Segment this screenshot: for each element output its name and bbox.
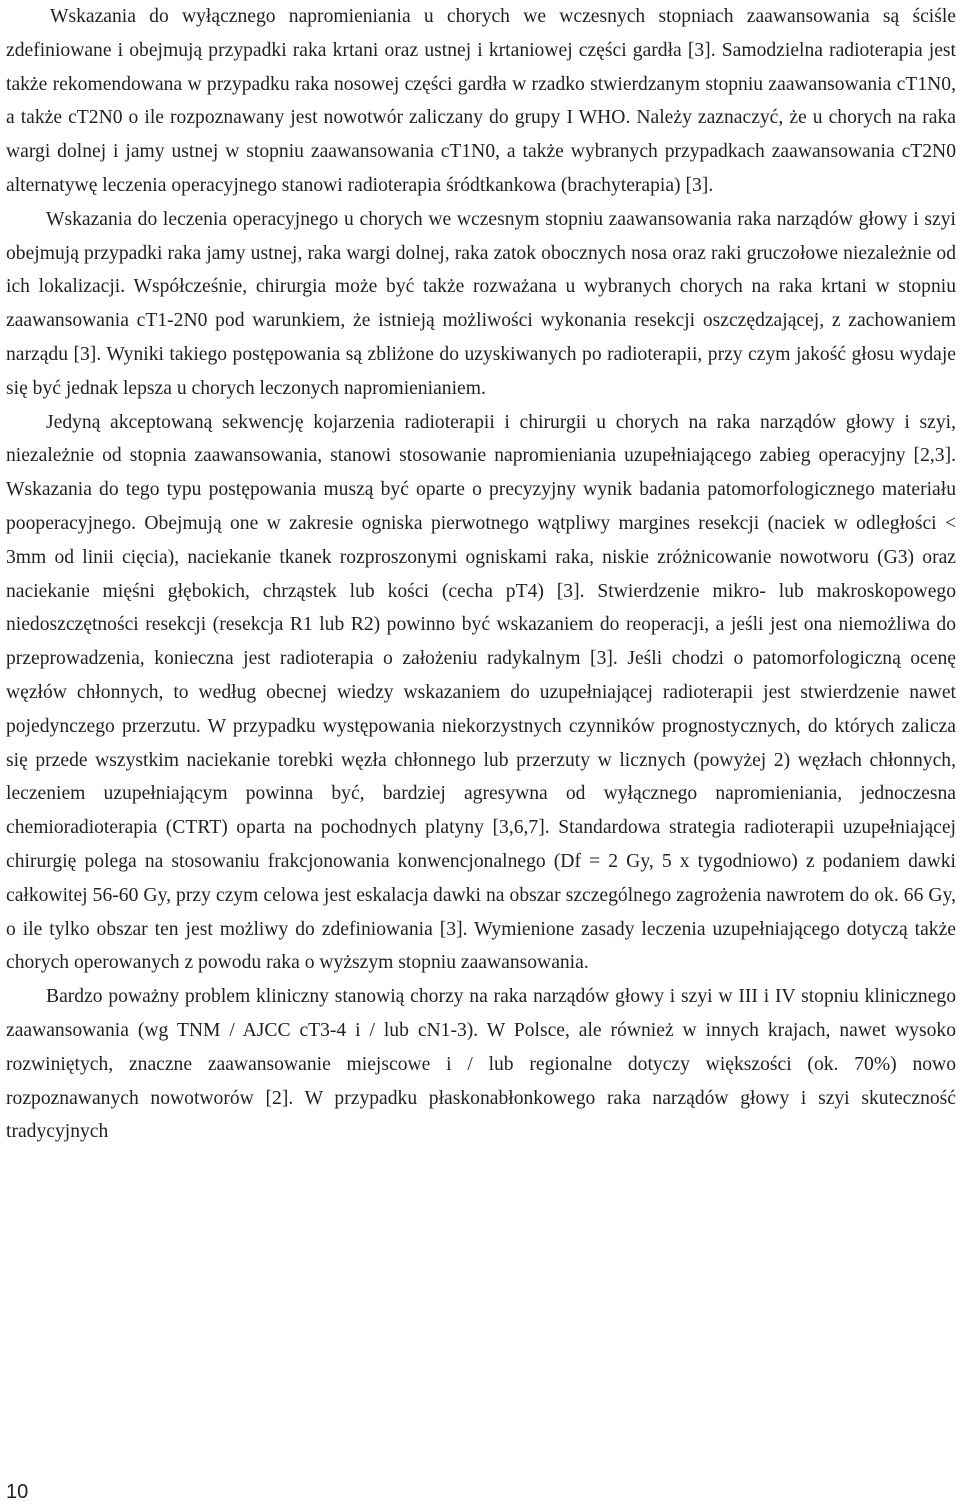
- document-body: [6, 0, 956, 1149]
- paragraph-adjuvant-radiotherapy: Jedyną akceptowaną sekwencję kojarzenia radioterapii i chirurgii u chorych na raka narządów głowy i szyi, niezależnie od stopnia zaawansowania, stanowi stosowanie napromieniania uzupełniającego zabieg operacyjny [2,3]. Wskazania do tego typu postępowania muszą być oparte o precyzyjny wynik badania patomorfologicznego materiału pooperacyjnego. Obejmują one w zakresie ogniska pierwotnego wątpliwy margines resekcji (naciek w odległości < 3mm od linii cięcia), naciekanie tkanek rozproszonymi ogniskami raka, niskie zróżnicowanie nowotworu (G3) oraz naciekanie mięśni głębokich, chrząstek lub kości (cecha pT4) [3]. Stwierdzenie mikro- lub makroskopowego niedoszczętności resekcji (resekcja R1 lub R2) powinno być wskazaniem do reoperacji, a jeśli jest ona niemożliwa do przeprowadzenia, konieczna jest radioterapia o założeniu radykalnym [3]. Jeśli chodzi o patomorfologiczną ocenę węzłów chłonnych, to według obecnej wiedzy wskazaniem do uzupełniającej radioterapii jest stwierdzenie nawet pojedynczego przerzutu. W przypadku występowania niekorzystnych czynników prognostycznych, do których zalicza się przede wszystkim naciekanie torebki węzła chłonnego lub przerzuty w licznych (powyżej 2) węzłach chłonnych, leczeniem uzupełniającym powinna być, bardziej agresywna od wyłącznego napromieniania, jednoczesna chemioradioterapia (CTRT) oparta na pochodnych platyny [3,6,7]. Standardowa strategia radioterapii uzupełniającej chirurgię polega na stosowaniu frakcjonowania konwencjonalnego (Df = 2 Gy, 5 x tygodniowo) z podaniem dawki całkowitej 56-60 Gy, przy czym celowa jest eskalacja dawki na obszar szczególnego zagrożenia nawrotem do ok. 66 Gy, o ile tylko obszar ten jest możliwy do zdefiniowania [3]. Wymienione zasady leczenia uzupełniającego dotyczą także chorych operowanych z powodu raka o wyższym stopniu zaawansowania.: [6, 411, 956, 974]
- paragraph-surgery-indications: Wskazania do leczenia operacyjnego u chorych we wczesnym stopniu zaawansowania raka narządów głowy i szyi obejmują przypadki raka jamy ustnej, raka wargi dolnej, raka zatok obocznych nosa oraz raki gruczołowe niezależnie od ich lokalizacji. Współcześnie, chirurgia może być także rozważana u wybranych chorych na raka krtani w stopniu zaawansowania cT1-2N0 pod warunkiem, że istnieją możliwości wykonania resekcji oszczędzającej, z zachowaniem narządu [3]. Wyniki takiego postępowania są zbliżone do uzyskiwanych po radioterapii, przy czym jakość głosu wydaje się być jednak lepsza u chorych leczonych napromienianiem.: [6, 208, 956, 399]
- paragraph-radiotherapy-indications: Wskazania do wyłącznego napromieniania u chorych we wczesnych stopniach zaawansowania są ściśle zdefiniowane i obejmują przypadki raka krtani oraz ustnej i krtaniowej części gardła [3]. Samodzielna radioterapia jest także rekomendowana w przypadku raka nosowej części gardła w rzadko stwierdzanym stopniu zaawansowania cT1N0, a także cT2N0 o ile rozpoznawany jest nowotwór zaliczany do grupy I WHO. Należy zaznaczyć, że u chorych na raka wargi dolnej i jamy ustnej w stopniu zaawansowania cT1N0, a także wybranych przypadkach zaawansowania cT2N0 alternatywę leczenia operacyjnego stanowi radioterapia śródtkankowa (brachyterapia) [3].: [6, 6, 956, 196]
- paragraph-advanced-cancer: Bardzo poważny problem kliniczny stanowią chorzy na raka narządów głowy i szyi w III i IV stopniu klinicznego zaawansowania (wg TNM / AJCC cT3-4 i / lub cN1-3). W Polsce, ale również w innych krajach, nawet wysoko rozwiniętych, znaczne zaawansowanie miejscowe i / lub regionalne dotyczy większości (ok. 70%) nowo rozpoznawanych nowotworów [2]. W przypadku płaskonabłonkowego raka narządów głowy i szyi skuteczność tradycyjnych: [6, 986, 956, 1143]
- page-number: 10: [6, 1481, 29, 1503]
